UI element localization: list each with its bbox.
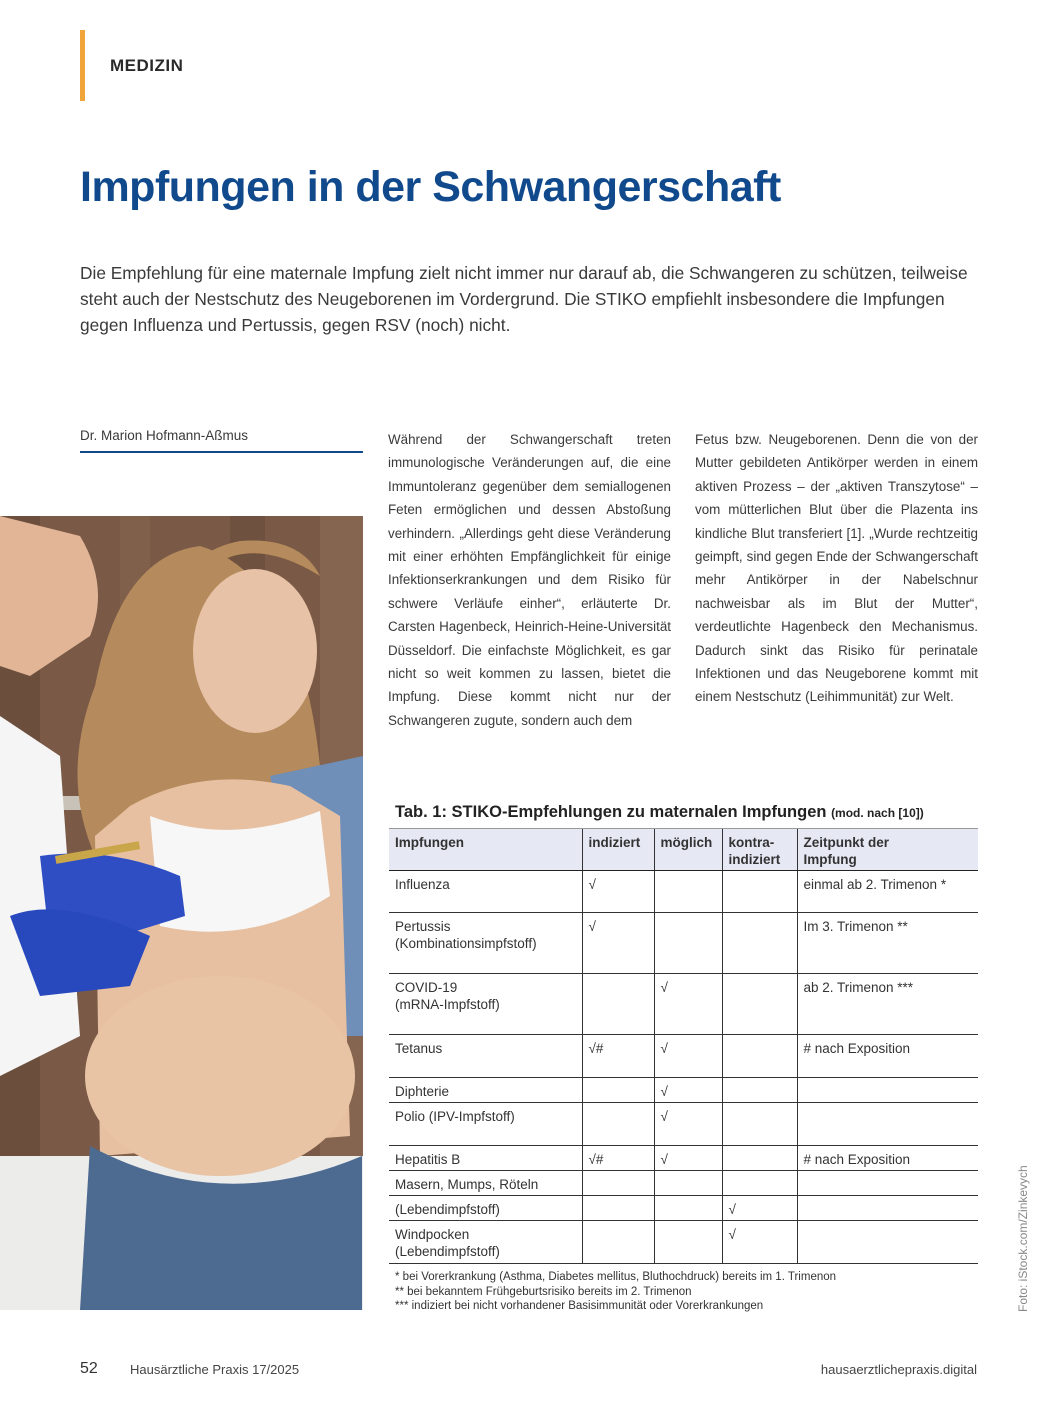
table-cell (582, 1196, 654, 1221)
table-header-cell: möglich (654, 829, 722, 871)
table-cell: Pertussis (Kombinationsimpfstoff) (389, 913, 582, 974)
article-title: Impfungen in der Schwangerschaft (80, 163, 781, 211)
footnote: * bei Vorerkrankung (Asthma, Diabetes mellitus, Bluthochdruck) bereits im 1. Trimenon (395, 1271, 837, 1283)
table-cell: Polio (IPV-Impfstoff) (389, 1103, 582, 1146)
table-row (389, 974, 978, 1035)
table-row (389, 1146, 978, 1171)
table-cell (797, 1103, 978, 1146)
table-row (389, 913, 978, 974)
table-cell (722, 974, 797, 1035)
table-cell: √ (722, 1196, 797, 1221)
table-caption (395, 803, 924, 822)
website-link[interactable]: hausaerztlichepraxis.digital (820, 1362, 977, 1377)
photo-credit: Foto: iStock.com/Zinkevych (1016, 1165, 1030, 1312)
article-lead: Die Empfehlung für eine maternale Impfung zielt nicht immer nur darauf ab, die Schwangeren zu schützen, teilweise steht auch der Nestschutz des Neugeborenen im Vordergrund. Die STIKO empfiehlt insbesondere die Impfungen gegen Influenza und Pertussis, gegen RSV (noch) nicht. (80, 263, 968, 335)
author-name: Dr. Marion Hofmann-Aßmus (80, 428, 249, 443)
table-cell: √ (654, 1146, 722, 1171)
stiko-table (389, 828, 978, 1264)
table-cell (582, 1221, 654, 1264)
author-divider (80, 451, 363, 453)
table-cell (654, 913, 722, 974)
article-photo (0, 516, 363, 1310)
table-row (389, 1103, 978, 1146)
table-cell: einmal ab 2. Trimenon * (797, 871, 978, 913)
table-cell: Im 3. Trimenon ** (797, 913, 978, 974)
table-caption-title: Tab. 1: STIKO-Empfehlungen zu maternalen Impfungen (395, 803, 827, 821)
table-cell: ab 2. Trimenon *** (797, 974, 978, 1035)
table-cell: Windpocken (Lebendimpfstoff) (389, 1221, 582, 1264)
table-header-cell: Zeitpunkt der Impfung (797, 829, 978, 871)
table-cell: √ (654, 1035, 722, 1078)
table-cell (582, 1171, 654, 1196)
table-cell: √ (654, 1078, 722, 1103)
table-cell: # nach Exposition (797, 1146, 978, 1171)
footnote: *** indiziert bei nicht vorhandener Basisimmunität oder Vorerkrankungen (395, 1300, 764, 1312)
table-cell (722, 1035, 797, 1078)
table-cell: √ (582, 871, 654, 913)
table-row (389, 871, 978, 913)
table-row (389, 1221, 978, 1264)
table-cell: √ (722, 1221, 797, 1264)
table-cell: √# (582, 1035, 654, 1078)
table-footnotes (395, 1270, 836, 1314)
table-cell: √ (582, 913, 654, 974)
page-number: 52 (80, 1360, 98, 1377)
section-accent-bar (80, 30, 85, 101)
table-cell (797, 1221, 978, 1264)
article-body-column-2: Fetus bzw. Neugeborenen. Denn die von der Mutter gebildeten Antikörper werden in einem aktiven Prozess – der „aktiven Transzytose“ – vom mütterlichen Blut über die Plazenta ins kindliche Blut transferiert [1]. „Wurde rechtzeitig geimpft, sind gegen Ende der Schwangerschaft mehr Antikörper in der Nabelschnur nachweisbar als im Blut der Mutter“, verdeutlichte Hagenbeck den Mechanismus. Dadurch sinkt das Risiko für perinatale Infektionen und das Neugeborene kommt mit einem Nestschutz (Leihimmunität) zur Welt. (695, 432, 978, 705)
table-cell (722, 1103, 797, 1146)
table-row (389, 1035, 978, 1078)
table-row (389, 1078, 978, 1103)
table-cell: Influenza (389, 871, 582, 913)
table-cell: Hepatitis B (389, 1146, 582, 1171)
table-cell: Diphterie (389, 1078, 582, 1103)
table-header-row (389, 829, 978, 871)
table-row (389, 1171, 978, 1196)
footnote: ** bei bekanntem Frühgeburtsrisiko bereits im 2. Trimenon (395, 1285, 692, 1298)
table-cell: Tetanus (389, 1035, 582, 1078)
table-cell: √# (582, 1146, 654, 1171)
table-cell (582, 974, 654, 1035)
table-cell: Masern, Mumps, Röteln (389, 1171, 582, 1196)
table-cell: # nach Exposition (797, 1035, 978, 1078)
table-header-cell: kontra- indiziert (722, 829, 797, 871)
table-cell: √ (654, 1103, 722, 1146)
table-cell (722, 1078, 797, 1103)
table-cell (797, 1196, 978, 1221)
table-cell (654, 1196, 722, 1221)
table-cell (722, 1171, 797, 1196)
table-header-cell: indiziert (582, 829, 654, 871)
table-cell (797, 1171, 978, 1196)
magazine-name: Hausärztliche Praxis 17/2025 (130, 1362, 300, 1377)
table-cell (582, 1103, 654, 1146)
table-caption-note: (mod. nach [10]) (831, 806, 924, 820)
table-cell (654, 1221, 722, 1264)
table-cell (654, 1171, 722, 1196)
table-cell (722, 871, 797, 913)
table-cell (797, 1078, 978, 1103)
table-header-cell: Impfungen (389, 829, 582, 871)
table-row (389, 1196, 978, 1221)
table-cell (722, 1146, 797, 1171)
table-cell: (Lebendimpfstoff) (389, 1196, 582, 1221)
article-body-column-1: Während der Schwangerschaft treten immunologische Veränderungen auf, die eine Immuntoleranz gegenüber dem semiallogenen Feten ermöglichen und dessen Abstoßung verhindern. „Allerdings geht diese Veränderung mit einer erhöhten Empfänglichkeit für einige Infektionserkrankungen und dem Risiko für schwere Verläufe einher“, erläuterte Dr. Carsten Hagenbeck, Heinrich-Heine-Universität Düsseldorf. Die einfachste Möglichkeit, es gar nicht so weit kommen zu lassen, bietet die Impfung. Diese kommt nicht nur der Schwangeren zugute, sondern auch dem (388, 432, 671, 728)
section-label: MEDIZIN (110, 56, 184, 75)
table-cell (722, 913, 797, 974)
table-cell (582, 1078, 654, 1103)
table-cell: COVID-19 (mRNA-Impfstoff) (389, 974, 582, 1035)
table-cell: √ (654, 974, 722, 1035)
table-cell (654, 871, 722, 913)
